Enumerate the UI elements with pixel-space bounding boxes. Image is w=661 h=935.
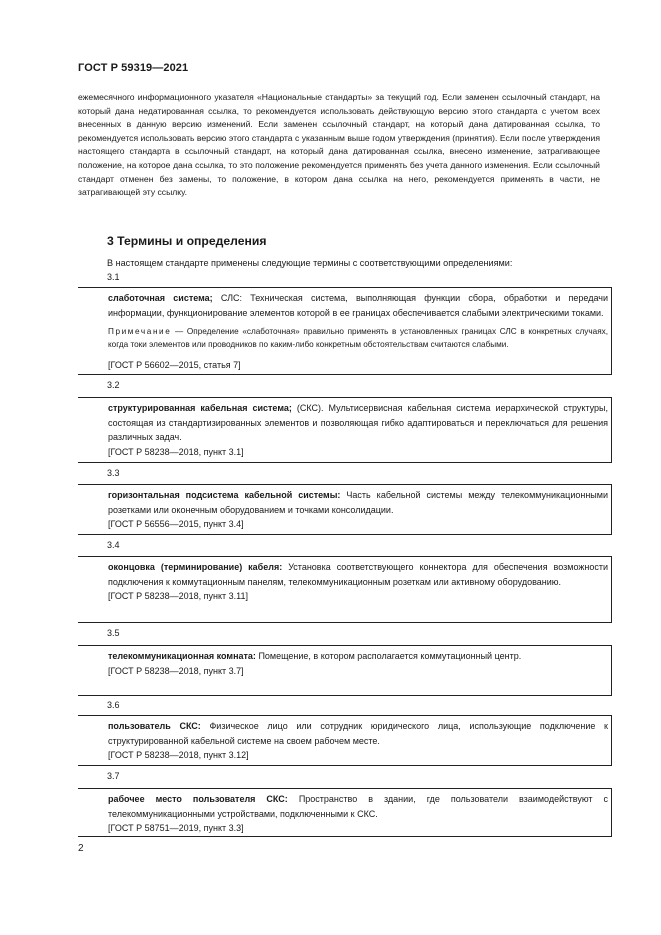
term-definition-text: Помещение, в котором располагается коммутационный центр. — [255, 651, 522, 661]
term-name: пользователь СКС: — [108, 721, 201, 731]
term-source: [ГОСТ Р 58238—2018, пункт 3.12] — [108, 750, 249, 760]
term-definition — [108, 719, 608, 748]
term-definition-text: Установка соответствующего коннектора для обеспечения возможности подключения к коммутационным панелям, телекоммуникационным розеткам или активному оборудованию. — [108, 562, 608, 587]
term-name: горизонтальная подсистема кабельной системы: — [108, 490, 341, 500]
term-number: 3.2 — [107, 380, 120, 390]
term-number: 3.3 — [107, 468, 120, 478]
term-note — [108, 326, 608, 352]
term-entry — [78, 715, 612, 766]
term-entry — [78, 556, 612, 623]
term-source: [ГОСТ Р 58238—2018, пункт 3.11] — [108, 591, 248, 601]
term-number: 3.5 — [107, 628, 120, 638]
term-definition-text: Часть кабельной системы между телекоммуникационными розетками или оконечным оборудованием и точками консолидации. — [108, 490, 608, 515]
term-definition — [108, 488, 608, 517]
intro-paragraph: ежемесячного информационного указателя «Национальные стандарты» за текущий год. Если заменен ссылочный стандарт, на который дана недатированная ссылка, то рекомендуется использовать действующую версию этого стандарта с учетом всех внесенных в данную версию изменений. Если заменен ссылочный стандарт, на который дана датированная ссылка, то рекомендуется использовать версию этого стандарта с указанным выше годом утверждения (принятия). Если после утверждения настоящего стандарта в ссылочный стандарт, на который дана датированная ссылка, внесено изменение, затрагивающее положение, на которое дана ссылка, то это положение рекомендуется применять без учета данного изменения. Если ссылочный стандарт отменен без замены, то положение, в котором дана ссылка на него, рекомендуется применять в части, не затрагивающей эту ссылку. — [78, 92, 600, 198]
term-definition-text: Физическое лицо или сотрудник юридического лица, использующие подключение к структурированной кабельной системе на своем рабочем месте. — [108, 721, 608, 746]
term-definition — [108, 291, 608, 320]
term-entry — [78, 287, 612, 375]
term-definition-text: Пространство в здании, где пользователи взаимодействуют с телекоммуникационными устройствами, подключенными к СКС. — [108, 794, 609, 819]
note-label: Примечание — [108, 327, 172, 336]
term-entry — [78, 484, 612, 535]
term-name: оконцовка (терминирование) кабеля: — [108, 562, 283, 572]
term-number: 3.7 — [107, 771, 120, 781]
term-name: рабочее место пользователя СКС: — [108, 794, 288, 804]
term-source: [ГОСТ Р 56556—2015, пункт 3.4] — [108, 519, 244, 529]
term-name: структурированная кабельная система; — [108, 403, 292, 413]
term-entry — [78, 788, 612, 837]
section-title: 3 Термины и определения — [107, 234, 267, 248]
term-definition — [108, 560, 608, 589]
standard-header: ГОСТ Р 59319—2021 — [78, 62, 189, 74]
term-number: 3.4 — [107, 540, 120, 550]
term-definition — [108, 649, 608, 664]
term-number: 3.1 — [107, 272, 120, 282]
note-text: — Определение «слаботочная» правильно применять в установленных границах СЛС в конкретных случаях, когда токи элементов или проводников по каким-либо конкретным обстоятельствам считаются слабыми. — [108, 327, 608, 349]
term-definition — [108, 401, 608, 445]
term-name: телекоммуникационная комната: — [108, 651, 256, 661]
term-definition-text: СЛС: Техническая система, выполняющая функции сбора, обработки и передачи информации, функционирование элементов которой в ее границах обеспечивается слабыми электрическими токами. — [108, 293, 608, 318]
term-definition-text: (СКС). Мультисервисная кабельная система иерархической структуры, состоящая из стандартизированных элементов и позволяющая гибко адаптироваться и переключаться для решения различных задач. — [108, 403, 608, 442]
term-name: слаботочная система; — [108, 293, 213, 303]
term-number: 3.6 — [107, 700, 120, 710]
term-entry — [78, 397, 612, 463]
term-source: [ГОСТ Р 58238—2018, пункт 3.1] — [108, 446, 244, 457]
term-definition — [108, 792, 608, 821]
section-intro: В настоящем стандарте применены следующие термины с соответствующими определениями: — [107, 258, 513, 268]
term-entry — [78, 645, 612, 696]
page-number: 2 — [78, 843, 84, 854]
term-source: [ГОСТ Р 58238—2018, пункт 3.7] — [108, 665, 244, 676]
term-source: [ГОСТ Р 56602—2015, статья 7] — [108, 359, 241, 370]
term-source: [ГОСТ Р 58751—2019, пункт 3.3] — [108, 823, 244, 833]
